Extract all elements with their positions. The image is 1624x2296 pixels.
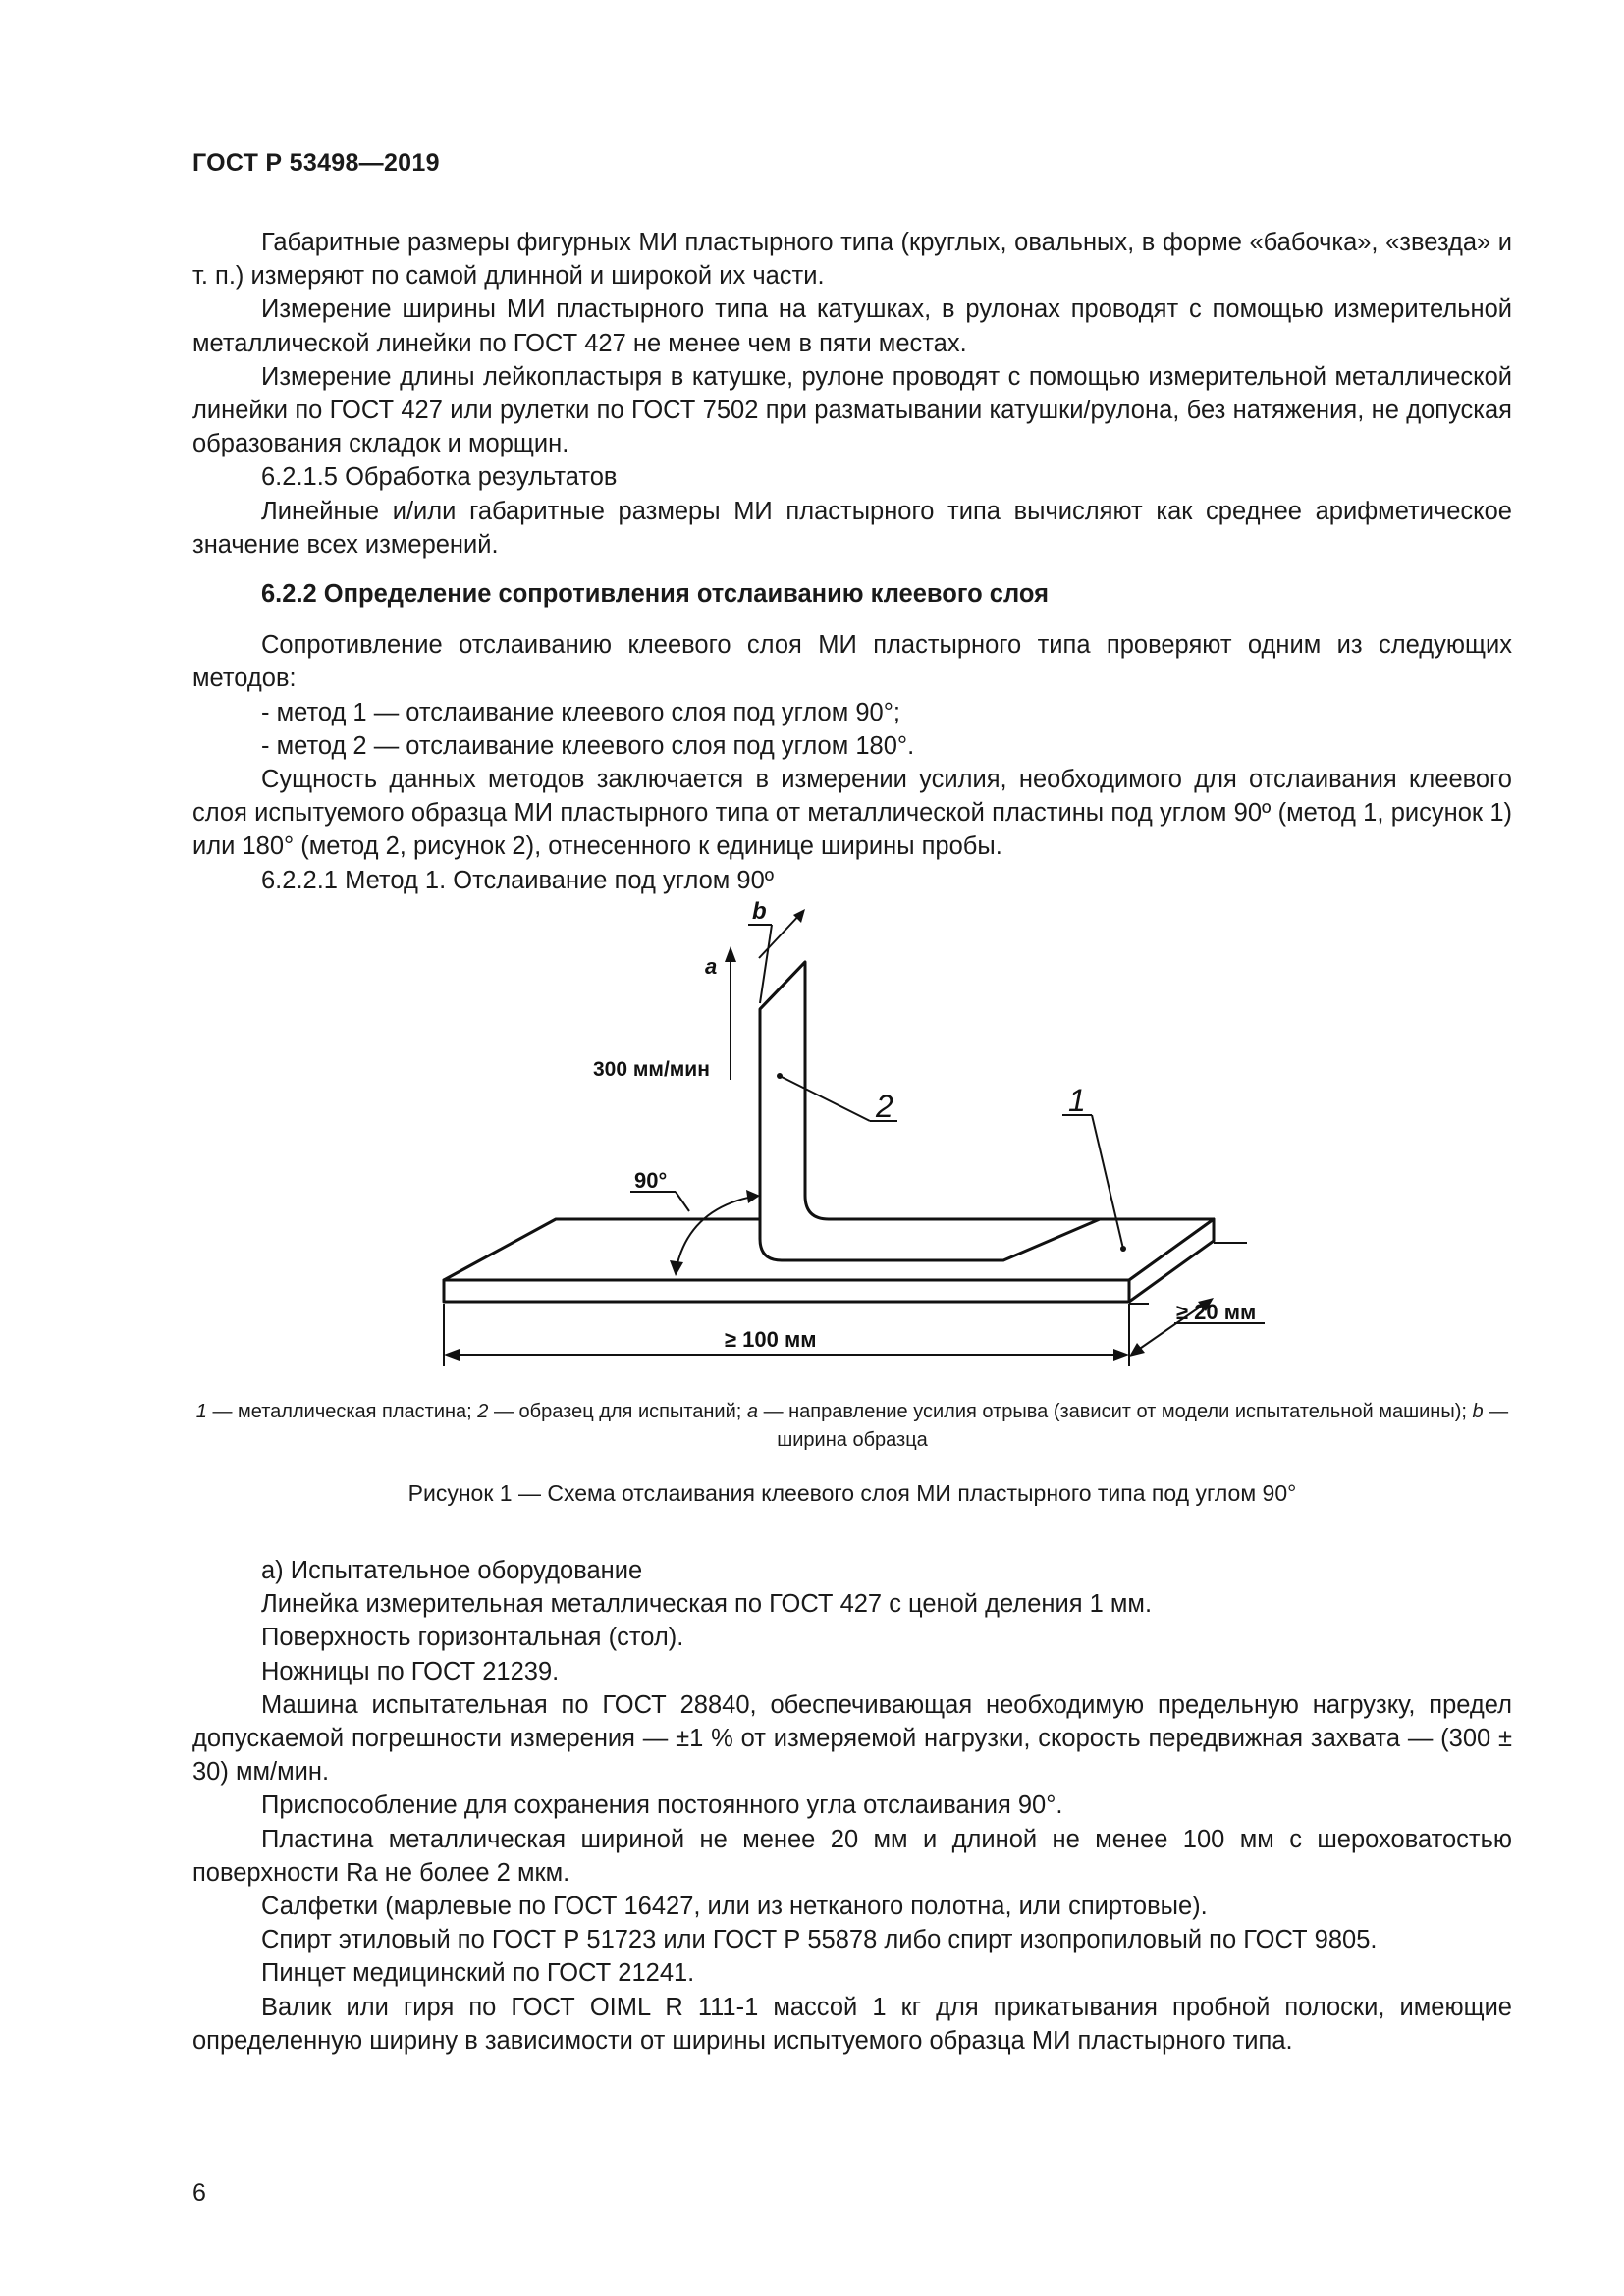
speed-label: 300 мм/мин xyxy=(593,1058,710,1081)
page-number: 6 xyxy=(192,2179,206,2207)
paragraph: Валик или гиря по ГОСТ OIML R 111-1 массой 1 кг для прикатывания пробной полоски, имеющие определенную ширину в зависимости от ширины испытуемого образца МИ пластырного типа. xyxy=(192,1993,1512,2055)
length-label: ≥ 100 мм xyxy=(725,1327,817,1352)
paragraph: Поверхность горизонтальная (стол). xyxy=(261,1624,684,1652)
width-arrow-bottom xyxy=(1129,1343,1145,1357)
legend-text-b: — ширина образца xyxy=(777,1401,1509,1451)
force-arrow-head xyxy=(725,946,736,962)
paragraph: Салфетки (марлевые по ГОСТ 16427, или из нетканого полотна, или спиртовые). xyxy=(261,1893,1208,1921)
angle-arrow-top xyxy=(746,1190,760,1203)
figure-1-diagram xyxy=(393,883,1276,1394)
body-text-bottom xyxy=(192,1554,1512,2057)
specimen-strip xyxy=(760,962,1100,1260)
paragraph: Ножницы по ГОСТ 21239. xyxy=(261,1657,560,1685)
metal-plate-front xyxy=(444,1280,1129,1302)
legend-key-1: 1 xyxy=(195,1401,207,1422)
list-item: - метод 1 — отслаивание клеевого слоя под углом 90°; xyxy=(261,698,900,726)
legend-key-2: 2 xyxy=(477,1401,489,1422)
paragraph: Спирт этиловый по ГОСТ Р 51723 или ГОСТ Р 55878 либо спирт изопропиловый по ГОСТ 9805. xyxy=(261,1926,1378,1954)
label-1: 1 xyxy=(1068,1083,1086,1118)
length-arrow-left xyxy=(444,1349,460,1361)
section-heading: 6.2.2 Определение сопротивления отслаиванию клеевого слоя xyxy=(261,580,1049,609)
legend-key-a: a xyxy=(746,1401,759,1422)
legend-key-b: b xyxy=(1472,1401,1484,1422)
paragraph: Приспособление для сохранения постоянного угла отслаивания 90°. xyxy=(261,1791,1063,1820)
body-text-top xyxy=(192,226,1512,897)
b-leader xyxy=(760,925,772,1003)
paragraph: Линейные и/или габаритные размеры МИ пластырного типа вычисляют как среднее арифметическое значение всех измерений. xyxy=(192,497,1512,559)
angle-label: 90° xyxy=(634,1168,668,1193)
figure-legend xyxy=(192,1398,1512,1455)
legend-text-1: — металлическая пластина; xyxy=(206,1401,478,1422)
paragraph: Пластина металлическая шириной не менее 20 мм и длиной не менее 100 мм с шероховатостью поверхности Ra не более 2 мкм. xyxy=(192,1825,1512,1887)
legend-text-2: — образец для испытаний; xyxy=(488,1401,747,1422)
label-a: a xyxy=(705,954,718,979)
paragraph: Пинцет медицинский по ГОСТ 21241. xyxy=(261,1959,695,1988)
paragraph: 6.2.2.1 Метод 1. Отслаивание под углом 90º xyxy=(261,866,775,894)
paragraph: Сущность данных методов заключается в измерении усилия, необходимого для отслаивания клеевого слоя испытуемого образца МИ пластырного типа от металлической пластины под углом 90º (метод 1, рисунок 1) или 180° (метод 2, рисунок 2), отнесенного к единице ширины пробы. xyxy=(192,766,1512,861)
length-arrow-right xyxy=(1113,1349,1129,1361)
paragraph: Машина испытательная по ГОСТ 28840, обеспечивающая необходимую предельную нагрузку, предел допускаемой погрешности измерения — ±1 % от измеряемой нагрузки, скорость передвижная захвата — (300 ± 30) мм/мин. xyxy=(192,1690,1512,1787)
label-1-dot xyxy=(1120,1246,1126,1252)
label-2: 2 xyxy=(876,1089,893,1124)
paragraph: Сопротивление отслаиванию клеевого слоя МИ пластырного типа проверяют одним из следующих методов: xyxy=(192,631,1512,693)
paragraph: 6.2.1.5 Обработка результатов xyxy=(261,463,618,492)
list-item: - метод 2 — отслаивание клеевого слоя под углом 180°. xyxy=(261,731,915,760)
paragraph: а) Испытательное оборудование xyxy=(261,1557,643,1584)
label-b: b xyxy=(752,898,767,925)
legend-text-a: — направление усилия отрыва (зависит от модели испытательной машины); xyxy=(758,1401,1473,1422)
figure-caption: Рисунок 1 — Схема отслаивания клеевого слоя МИ пластырного типа под углом 90° xyxy=(407,1480,1297,1506)
document-header: ГОСТ Р 53498—2019 xyxy=(192,149,440,177)
paragraph: Линейка измерительная металлическая по ГОСТ 427 с ценой деления 1 мм. xyxy=(261,1590,1153,1619)
angle-leader xyxy=(676,1192,689,1211)
paragraph: Измерение длины лейкопластыря в катушке, рулоне проводят с помощью измерительной металлической линейки по ГОСТ 427 или рулетки по ГОСТ 7502 при разматывании катушки/рулона, без натяжения, не допуская образования складок и морщин. xyxy=(192,362,1512,458)
paragraph: Габаритные размеры фигурных МИ пластырного типа (круглых, овальных, в форме «бабочка», «звезда» и т. п.) измеряют по самой длинной и широкой их части. xyxy=(192,229,1512,291)
width-label: ≥ 20 мм xyxy=(1176,1300,1257,1324)
paragraph: Измерение ширины МИ пластырного типа на катушках, в рулонах проводят с помощью измерительной металлической линейки по ГОСТ 427 не менее чем в пяти местах. xyxy=(192,295,1512,357)
